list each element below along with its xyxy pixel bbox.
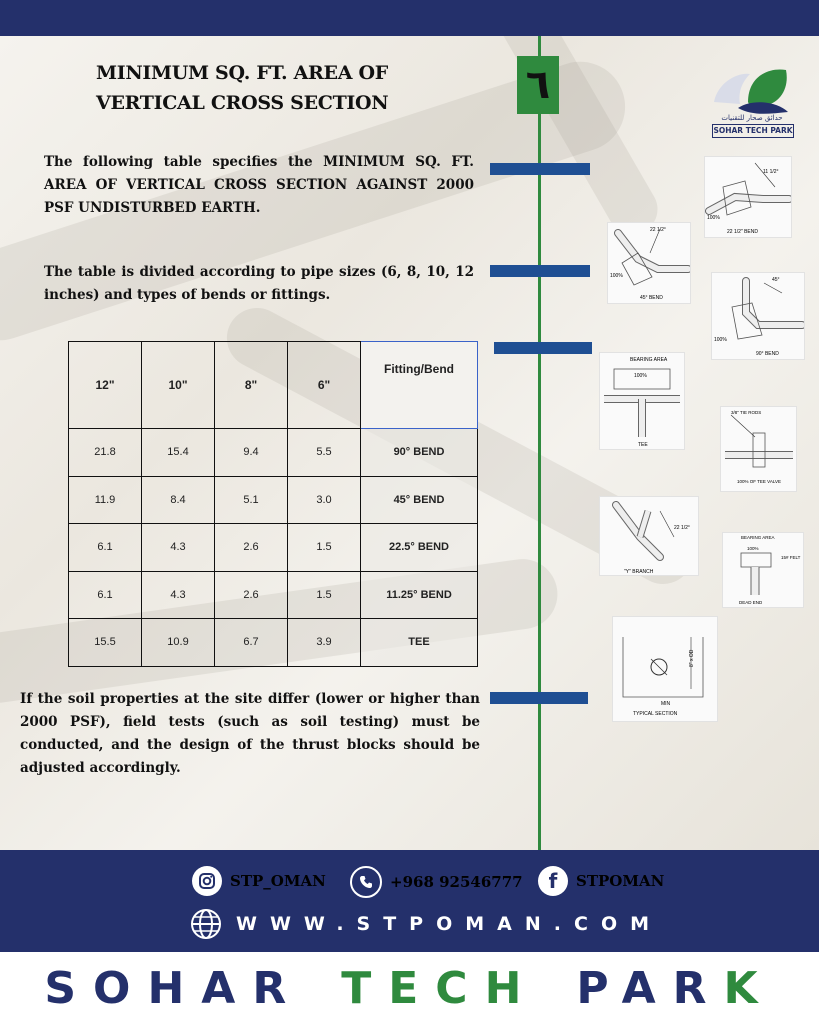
diagram-45-bend (607, 222, 691, 304)
top-bar (0, 0, 819, 36)
connector-bar-4 (490, 692, 588, 704)
soil-note-paragraph: If the soil properties at the site differ (lower or higher than 2000 PSF), field tests (such as soil testing) must be conducted, and the design of the thrust blocks should be adjusted accordingly. (20, 691, 480, 776)
d2-label: 45° BEND (640, 295, 663, 301)
brand-banner (0, 952, 819, 1024)
d4-label: TEE (638, 442, 648, 448)
website-link[interactable] (190, 908, 662, 940)
instagram-handle: STP_OMAN (230, 872, 326, 890)
connector-bar-2 (490, 265, 590, 277)
header-8in: 8" (215, 342, 288, 429)
diagram-tee (599, 352, 685, 450)
d3-angle: 45° (772, 277, 780, 283)
page-title (96, 58, 416, 118)
header-6in: 6" (288, 342, 361, 429)
cell: 4.3 (142, 571, 215, 619)
fitting-cell: TEE (361, 619, 478, 667)
d1-angle: 11 1/2° (763, 169, 779, 175)
cell: 6.7 (215, 619, 288, 667)
connector-bar-1 (490, 163, 590, 175)
d1-pct: 100% (707, 215, 720, 221)
logo-name: SOHAR TECH PARK (712, 124, 794, 138)
d4-top: BEARING AREA (630, 357, 668, 363)
table-row (69, 429, 478, 477)
intro-paragraph-1: The following table specifies the MINIMUM SQ. FT. AREA OF VERTICAL CROSS SECTION AGAINST 2000 PSF UNDISTURBED EARTH. (44, 154, 474, 216)
connector-bar-3 (494, 342, 592, 354)
d3-label: 90° BEND (756, 351, 779, 357)
d2-pct: 100% (610, 273, 623, 279)
d7-felt: 15# FELT (781, 555, 801, 560)
d7-label: DEAD END (739, 600, 763, 605)
cell: 3.9 (288, 619, 361, 667)
cell: 10.9 (142, 619, 215, 667)
instagram-link[interactable] (192, 866, 326, 896)
cell: 1.5 (288, 571, 361, 619)
brand-word-park-k: K (723, 962, 775, 1014)
cell: 6.1 (69, 524, 142, 572)
cell: 2.6 (215, 571, 288, 619)
table-row (69, 571, 478, 619)
phone-icon (350, 866, 382, 898)
d8-min: MIN (661, 701, 671, 707)
cell: 5.5 (288, 429, 361, 477)
cell: 21.8 (69, 429, 142, 477)
diagram-y-branch (599, 496, 699, 576)
intro-paragraph-2: The table is divided according to pipe sizes (6, 8, 10, 12 inches) and types of bends or fittings. (44, 264, 474, 303)
instagram-icon (192, 866, 222, 896)
d7-top: BEARING AREA (741, 535, 775, 540)
phone-link[interactable] (350, 866, 523, 898)
table-row (69, 524, 478, 572)
website-url: WWW.STPOMAN.COM (236, 913, 662, 935)
d5-label: 100% OF TEE VALVE (737, 479, 782, 484)
header-fitting: Fitting/Bend (361, 342, 478, 429)
brand-word-park (576, 963, 774, 1014)
center-divider-line (538, 36, 541, 850)
d1-label: 22 1/2" BEND (727, 229, 758, 235)
area-table (68, 341, 478, 667)
cell: 1.5 (288, 524, 361, 572)
table-row (69, 476, 478, 524)
fitting-cell: 22.5° BEND (361, 524, 478, 572)
cell: 15.4 (142, 429, 215, 477)
cell: 11.9 (69, 476, 142, 524)
title-line-1: MINIMUM SQ. FT. AREA OF (96, 62, 388, 84)
fitting-cell: 45° BEND (361, 476, 478, 524)
diagram-tee-valve (720, 406, 797, 492)
cell: 9.4 (215, 429, 288, 477)
d6-angle: 22 1/2° (674, 525, 690, 531)
facebook-handle: STPOMAN (576, 872, 665, 890)
logo-arabic-text: حدائق صحار للتقنيات (721, 114, 783, 122)
facebook-link[interactable] (538, 866, 664, 896)
diagram-dead-end (722, 532, 804, 608)
brand-word-park-main: PAR (576, 962, 724, 1014)
fitting-cell: 11.25° BEND (361, 571, 478, 619)
diagram-90-bend (711, 272, 805, 360)
d5-top: 3/8" TIE RODS (731, 410, 762, 415)
cell: 2.6 (215, 524, 288, 572)
d8-dim: 8" x OD (689, 649, 695, 667)
d2-angle: 22 1/2° (650, 227, 666, 233)
phone-number: +968 92546777 (390, 873, 523, 891)
brand-word-tech: TECH (341, 962, 539, 1014)
cell: 15.5 (69, 619, 142, 667)
cell: 5.1 (215, 476, 288, 524)
cell: 6.1 (69, 571, 142, 619)
fitting-cell: 90° BEND (361, 429, 478, 477)
cell: 8.4 (142, 476, 215, 524)
cell: 3.0 (288, 476, 361, 524)
header-12in: 12" (69, 342, 142, 429)
brand-word-sohar: SOHAR (44, 962, 304, 1014)
table-row (69, 619, 478, 667)
title-line-2: VERTICAL CROSS SECTION (96, 92, 389, 114)
page-number: ٦ (525, 62, 551, 108)
facebook-icon: f (538, 866, 568, 896)
d6-label: "Y" BRANCH (624, 569, 654, 575)
cell: 4.3 (142, 524, 215, 572)
d8-label: TYPICAL SECTION (633, 711, 678, 717)
diagram-22-5-bend (704, 156, 792, 238)
d3-pct: 100% (714, 337, 727, 343)
header-10in: 10" (142, 342, 215, 429)
table-header-row (69, 342, 478, 429)
diagram-typical-section (612, 616, 718, 722)
globe-icon (190, 908, 222, 940)
page-number-badge (517, 56, 559, 114)
d4-pct: 100% (634, 373, 647, 379)
d7-pct: 100% (747, 546, 759, 551)
